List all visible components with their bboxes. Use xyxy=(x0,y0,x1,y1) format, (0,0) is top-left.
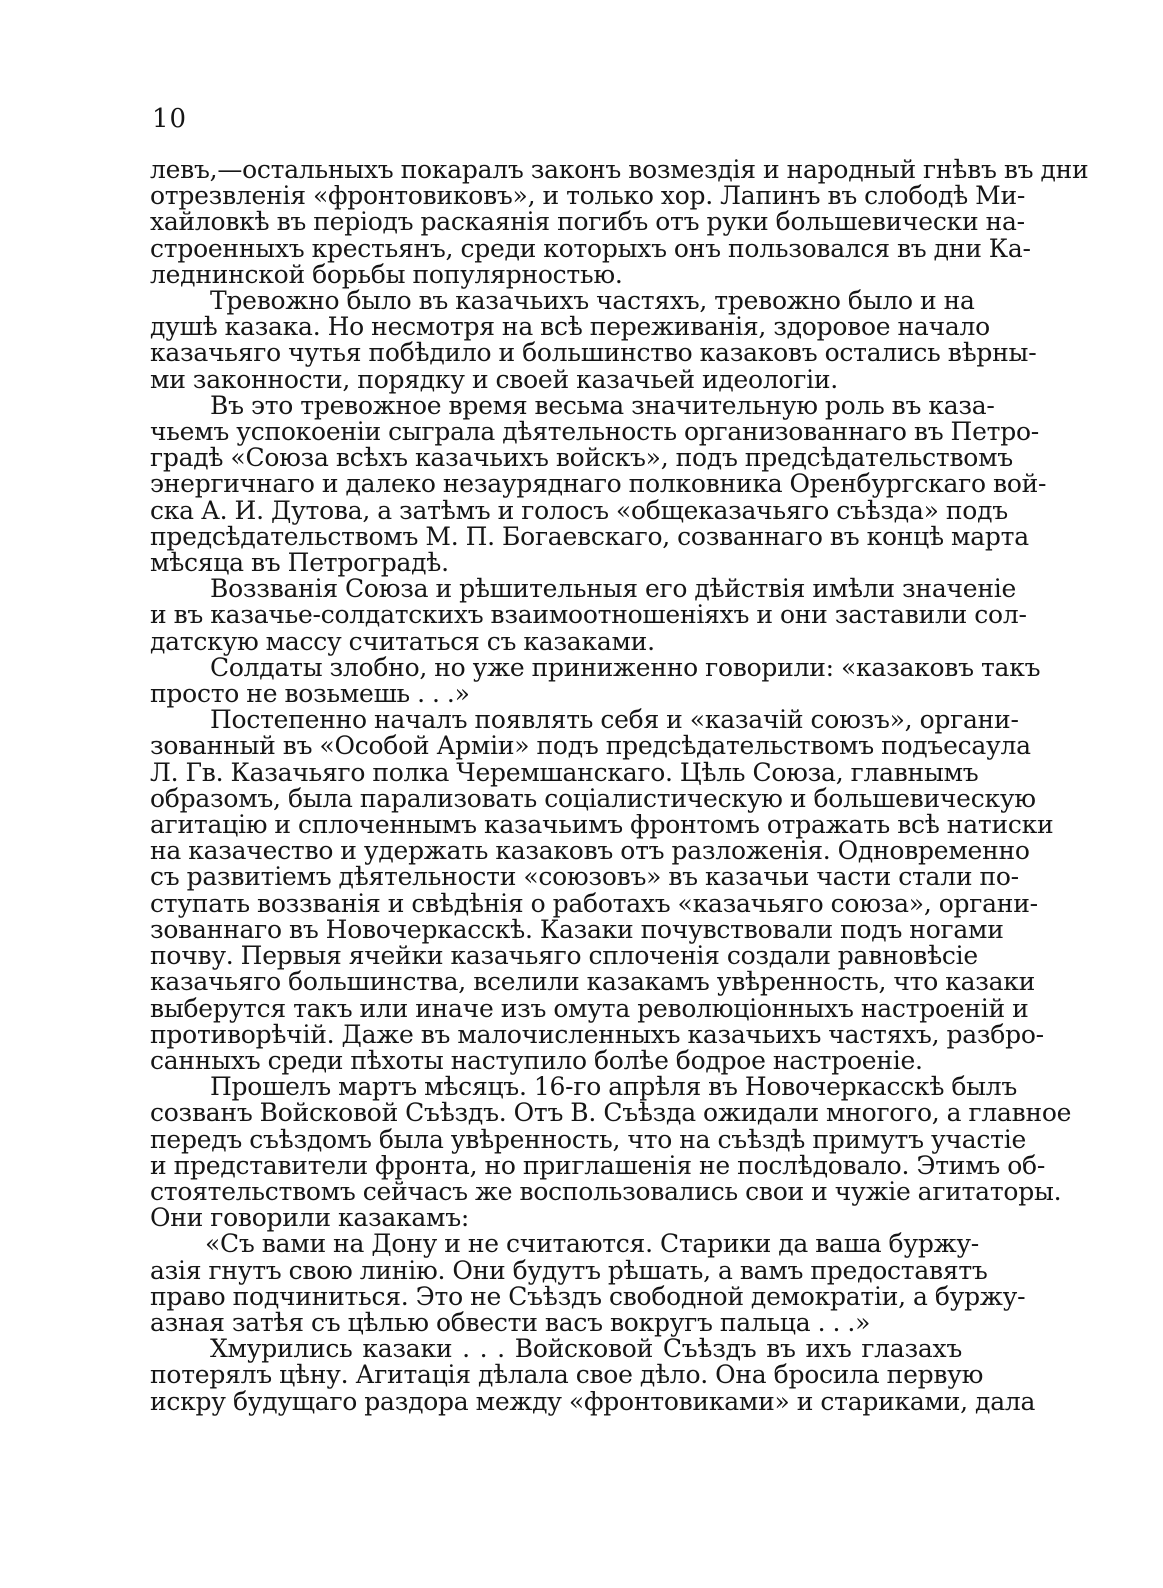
text-line: образомъ, была парализовать соціалистическую и большевическую xyxy=(150,783,1036,813)
text-line: противорѣчій. Даже въ малочисленныхъ казачьихъ частяхъ, разбро- xyxy=(150,1019,1044,1049)
text-line: предсѣдательствомъ М. П. Богаевскаго, созваннаго въ концѣ марта xyxy=(150,521,1029,551)
text-line: леднинской борьбы популярностью. xyxy=(150,259,623,289)
text-line: стоятельствомъ сейчасъ же воспользовались свои и чужіе агитаторы. xyxy=(150,1176,1062,1206)
text-line: съ развитіемъ дѣятельности «союзовъ» въ казачьи части стали по- xyxy=(150,862,1019,892)
text-line: Они говорили казакамъ: xyxy=(150,1203,470,1233)
text-line: и представители фронта, но приглашенія не послѣдовало. Этимъ об- xyxy=(150,1150,1046,1180)
page-number: 10 xyxy=(152,104,188,134)
text-line: санныхъ среди пѣхоты наступило болѣе бодрое настроеніе. xyxy=(150,1045,923,1075)
text-line: ска А. И. Дутова, а затѣмъ и голосъ «общеказачьяго съѣзда» подъ xyxy=(150,495,1008,525)
text-line: передъ съѣздомъ была увѣренность, что на съѣздѣ примутъ участіе xyxy=(150,1124,1027,1154)
text-line: ступать воззванія и свѣдѣнія о работахъ «казачьяго союза», органи- xyxy=(150,888,1038,918)
text-line: строенныхъ крестьянъ, среди которыхъ онъ пользовался въ дни Ка- xyxy=(150,233,1031,263)
text-line: мѣсяца въ Петроградѣ. xyxy=(150,548,449,578)
quotation xyxy=(150,1229,1026,1337)
text-line: Воззванія Союза и рѣшительныя его дѣйствія имѣли значеніе xyxy=(210,574,1017,604)
text-line: потерялъ цѣну. Агитація дѣлала свое дѣло. Она бросила первую xyxy=(150,1360,984,1390)
text-line: зованнаго въ Новочеркасскѣ. Казаки почувствовали подъ ногами xyxy=(150,914,1004,944)
text-line: датскую массу считаться съ казаками. xyxy=(150,626,655,656)
text-line: Въ это тревожное время весьма значительную роль въ каза- xyxy=(210,390,995,420)
text-line: казачьяго чутья побѣдило и большинство казаковъ остались вѣрны- xyxy=(150,338,1037,368)
text-line: хайловкѣ въ періодъ раскаянія погибъ отъ руки большевически на- xyxy=(150,207,1025,237)
text-line: ми законности, порядку и своей казачьей идеологіи. xyxy=(150,364,838,394)
text-line: на казачество и удержать казаковъ отъ разложенія. Одновременно xyxy=(150,836,1030,866)
text-line: просто не возьмешь . . .» xyxy=(150,679,470,709)
text-line: градѣ «Союза всѣхъ казачьихъ войскъ», подъ предсѣдательствомъ xyxy=(150,443,1013,473)
text-line: азная затѣя съ цѣлью обвести васъ вокругъ пальца . . .» xyxy=(150,1307,871,1337)
text-line: энергичнаго и далеко незауряднаго полковника Оренбургскаго вой- xyxy=(150,469,1047,499)
text-line: казачьяго большинства, вселили казакамъ увѣренность, что казаки xyxy=(150,967,1036,997)
text-line: душѣ казака. Но несмотря на всѣ переживанія, здоровое начало xyxy=(150,312,990,342)
text-line: левъ,—остальныхъ покаралъ законъ возмездія и народный гнѣвъ въ дни xyxy=(150,155,1089,184)
text-line: право подчиниться. Это не Съѣздъ свободной демократіи, а буржу- xyxy=(150,1281,1026,1311)
text-line: агитацію и сплоченнымъ казачьимъ фронтомъ отражать всѣ натиски xyxy=(150,810,1054,840)
paragraph xyxy=(150,705,1054,1075)
paragraph xyxy=(150,652,1041,709)
text-line: отрезвленія «фронтовиковъ», и только хор. Лапинъ въ слободѣ Ми- xyxy=(150,181,1026,211)
paragraph xyxy=(150,155,1089,289)
paragraph xyxy=(150,1072,1072,1233)
text-line: Постепенно началъ появлять себя и «казачій союзъ», органи- xyxy=(210,705,1019,735)
text-line: Прошелъ мартъ мѣсяцъ. 16-го апрѣля въ Новочеркасскѣ былъ xyxy=(210,1072,1018,1102)
text-line: зованный въ «Особой Арміи» подъ предсѣдательствомъ подъесаула xyxy=(150,731,1031,761)
paragraph xyxy=(150,286,1037,394)
text-line: Солдаты злобно, но уже приниженно говорили: «казаковъ такъ xyxy=(210,652,1041,682)
text-body xyxy=(150,155,1089,1416)
text-line: азія гнутъ свою линію. Они будутъ рѣшать, а вамъ предоставятъ xyxy=(150,1255,988,1285)
text-line: почву. Первыя ячейки казачьяго сплоченія создали равновѣсіе xyxy=(150,941,978,971)
text-line: чьемъ успокоеніи сыграла дѣятельность организованнаго въ Петро- xyxy=(150,417,1039,447)
text-line: выберутся такъ или иначе изъ омута революціонныхъ настроеній и xyxy=(150,993,1029,1023)
paragraph xyxy=(150,1334,1036,1416)
text-line: Л. Гв. Казачьяго полка Черемшанскаго. Цѣль Союза, главнымъ xyxy=(150,757,979,787)
text-line: искру будущаго раздора между «фронтовиками» и стариками, дала xyxy=(150,1386,1036,1416)
text-line: «Съ вами на Дону и не считаются. Старики да ваша буржу- xyxy=(205,1229,979,1259)
paragraph xyxy=(150,574,1027,656)
text-line: Тревожно было въ казачьихъ частяхъ, тревожно было и на xyxy=(210,286,975,316)
text-line: созванъ Войсковой Съѣздъ. Отъ В. Съѣзда ожидали многого, а главное xyxy=(150,1098,1072,1128)
text-line: Хмурились казаки . . . Войсковой Съѣздъ въ ихъ глазахъ xyxy=(210,1334,962,1364)
text-line: и въ казачье-солдатскихъ взаимоотношеніяхъ и они заставили сол- xyxy=(150,600,1027,630)
paragraph xyxy=(150,390,1047,578)
